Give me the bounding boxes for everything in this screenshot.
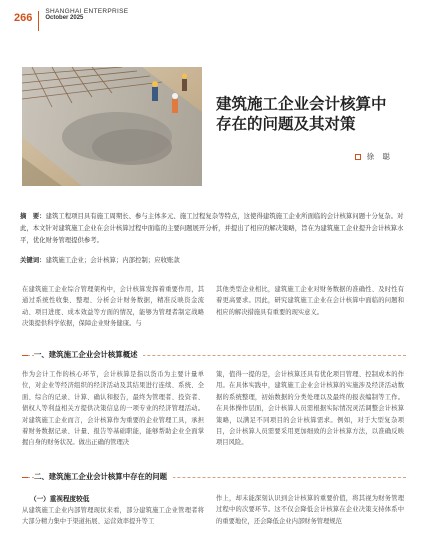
header-text xyxy=(45,8,128,21)
title-line-1: 建筑施工企业会计核算中 xyxy=(216,95,387,113)
title-line-2: 存在的问题及其对策 xyxy=(216,115,356,133)
magazine-name: SHANGHAI ENTERPRISE xyxy=(45,8,129,15)
article-title xyxy=(216,94,416,134)
section-dash xyxy=(22,355,28,356)
header-divider xyxy=(38,11,39,31)
abstract-label: 摘 要： xyxy=(20,212,46,220)
page-header xyxy=(14,8,128,48)
section-1-heading xyxy=(22,349,406,363)
page-number: 266 xyxy=(14,12,33,24)
author-name: 徐 聪 xyxy=(366,152,393,161)
intro-right-column: 其他类型企业相比，建筑施工企业对财务数据的准确性、及时性有着更高要求。因此，研究建筑施工企业在会计核算中面临的问题和相应的解决措施具有重要的现实意义。 xyxy=(216,286,404,316)
subsection-heading: （一）重视程度较低 xyxy=(30,495,90,503)
section-1-right-column: 策，值得一提的是，会计核算还具有优化项目管理、控制成本的作用。在具体实践中，建筑施工企业会计核算的实施涉及经济活动数据的系统整理，初始数据的分类处理以及最终的报表编制等工作。在具体操作层面，会计核算人员需根据实际情况灵活调整会计核算策略，以满足不同项目的会计核算需求。例如，对于大型复杂项目，会计核算人员需要采用更加细致的会计核算方法，以准确反映项目风险。 xyxy=(216,371,404,447)
intro-left-column: 在建筑施工企业综合管理架构中，会计核算发挥着重要作用，其通过系统性收集、整理、分析会计财务数据，精准反映资金流动、项目进度、成本效益等方面的情况，能够为管理者制定战略决策提供科学依据，保障企业财务健康。与 xyxy=(22,286,204,328)
abstract xyxy=(20,210,408,246)
issue-date: October 2025 xyxy=(45,15,84,21)
section-1-title: 一、建筑施工企业会计核算概述 xyxy=(34,349,143,360)
section-1-left-column: 作为会计工作的核心环节，会计核算是指以货币为主要计量单位，对企业等经济组织的经济活动及其结果进行连续、系统、全面、综合的记录、计算、确认和报告，最终为管理者、投资者、债权人等利益相关方提供决策信息的一项专业的经济管理活动。对建筑施工企业而言，会计核算作为重要的企业管理工具，承担着财务数据记录、计量、报告等基础职能，能够帮助企业全面掌握自身的财务状况。做出正确的管理决 xyxy=(22,371,204,447)
section-2-title: 二、建筑施工企业会计核算中存在的问题 xyxy=(34,471,173,482)
author-marker xyxy=(355,154,361,160)
keywords-text: 建筑施工企业；会计核算；内部控制；应收账款 xyxy=(45,256,180,264)
abstract-text: 建筑工程项目具有施工周期长、参与主体多元、施工过程复杂等特点，这使得建筑施工企业所面临的会计核算问题十分复杂。对此，本文针对建筑施工企业在会计核算过程中面临的主要问题展开分析，并提出了相应的解决策略，旨在为建筑施工企业提升会计核算水平，优化财务管理提供参考。 xyxy=(20,212,404,244)
keywords-label: 关键词： xyxy=(20,256,46,264)
section-2-right-column: 作上，却未能深刻认识到会计核算的重要价值，将其视为财务管理过程中的次要环节。这不仅会降低会计核算在企业决策支持体系中的重要地位，还会降低企业内部财务管理规范 xyxy=(216,495,404,525)
author-row xyxy=(355,151,393,162)
section-2-left-column: 从建筑施工企业内部管理现状来看，部分建筑施工企业管理者将大部分精力集中于渠道拓展、运营效率提升等工 xyxy=(22,507,204,526)
construction-site-photo xyxy=(22,67,202,186)
keywords xyxy=(20,254,408,266)
section-2-heading xyxy=(22,471,406,485)
section-dash xyxy=(22,477,28,478)
